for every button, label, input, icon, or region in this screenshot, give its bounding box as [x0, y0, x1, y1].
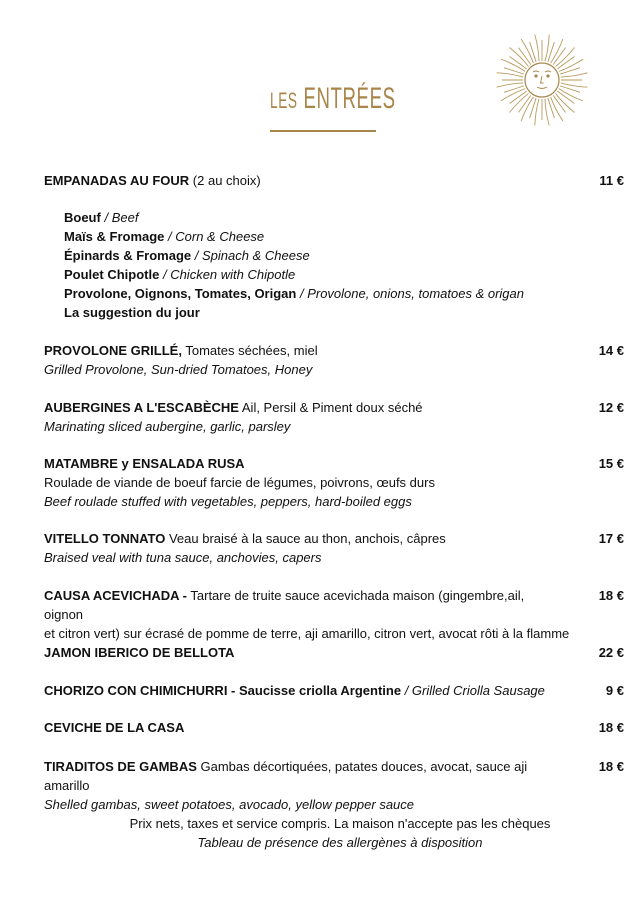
title-prefix: LES	[270, 88, 298, 113]
list-item: Provolone, Oignons, Tomates, Origan / Provolone, onions, tomatoes & origan	[64, 286, 524, 301]
footer-note: Prix nets, taxes et service compris. La maison n'accepte pas les chèques	[129, 816, 551, 831]
empanadas-options	[64, 208, 524, 322]
sun-ray	[504, 86, 524, 92]
sun-ray	[545, 99, 549, 126]
item-price: 11 €	[599, 173, 624, 188]
menu-item-provolone: PROVOLONE GRILLÉ, Tomates séchées, miel Grilled Provolone, Sun-dried Tomatoes, Honey 14 €	[44, 343, 624, 377]
sun-ray	[548, 98, 554, 118]
title-main: ENTRÉES	[303, 82, 396, 115]
list-item: Épinards & Fromage / Spinach & Cheese	[64, 248, 310, 263]
menu-item-tiraditos: TIRADITOS DE GAMBAS Gambas décortiquées, patates douces, avocat, sauce aji amarillo Shelled gambas, sweet potatoes, avocado, yellow pepper sauce 18 €	[44, 759, 624, 812]
menu-item-matambre: MATAMBRE y ENSALADA RUSA Roulade de viande de boeuf farcie de légumes, poivrons, œufs durs Beef roulade stuffed with vegetables, peppers, hard-boiled eggs 15 €	[44, 456, 624, 509]
sun-ray	[497, 73, 524, 77]
footer-allergens: Tableau de présence des allergènes à disposition	[197, 835, 483, 850]
sun-ray	[561, 73, 588, 77]
list-item: Boeuf / Beef	[64, 210, 139, 225]
list-item: La suggestion du jour	[64, 305, 200, 320]
title-underline	[270, 130, 376, 132]
menu-item-ceviche: CEVICHE DE LA CASA 18 €	[44, 720, 624, 735]
sun-ray	[545, 35, 549, 62]
sun-ray	[530, 42, 536, 62]
sun-ray	[561, 83, 588, 87]
sun-ray	[535, 99, 539, 126]
menu-item-aubergines: AUBERGINES A L'ESCABÈCHE Ail, Persil & Piment doux séché Marinating sliced aubergine, garlic, parsley 12 €	[44, 400, 624, 434]
item-note: (2 au choix)	[192, 173, 261, 188]
item-name: EMPANADAS AU FOUR	[44, 173, 190, 188]
menu-item-vitello: VITELLO TONNATO Veau braisé à la sauce au thon, anchois, câpres Braised veal with tuna sauce, anchovies, capers 17 €	[44, 531, 624, 565]
sun-ray	[560, 68, 580, 74]
menu-item-empanadas	[44, 171, 624, 190]
menu-item-chorizo: CHORIZO CON CHIMICHURRI - Saucisse criolla Argentine / Grilled Criolla Sausage 9 €	[44, 683, 624, 698]
menu-item-causa: CAUSA ACEVICHADA - Tartare de truite sauce acevichada maison (gingembre,ail, oignon et citron vert) sur écrasé de pomme de terre, aji amarillo, citron vert, avocat rôti à la flamme 18 €	[44, 588, 624, 641]
page-title	[270, 80, 396, 120]
sun-face-icon	[492, 30, 592, 130]
list-item: Poulet Chipotle / Chicken with Chipotle	[64, 267, 296, 282]
sun-ray	[535, 35, 539, 62]
sun-ray	[497, 83, 524, 87]
menu-item-jamon: JAMON IBERICO DE BELLOTA 22 €	[44, 645, 624, 660]
list-item: Maïs & Fromage / Corn & Cheese	[64, 229, 265, 244]
